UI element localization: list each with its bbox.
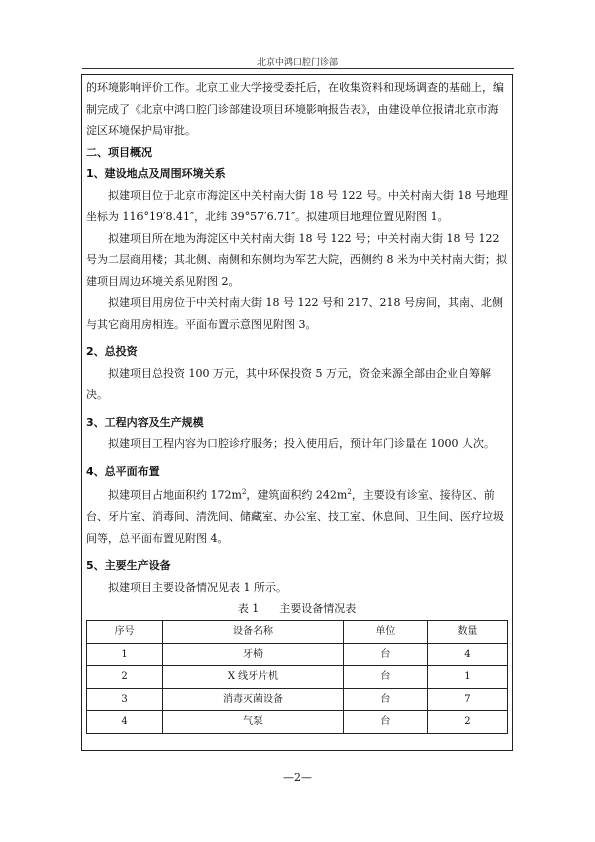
table-cell: X 线牙片机 [163, 666, 344, 689]
table-header-cell: 序号 [87, 621, 163, 644]
table-cell: 2 [427, 711, 507, 734]
table-cell: 3 [87, 688, 163, 711]
subsection-heading-scope: 3、工程内容及生产规模 [86, 415, 204, 429]
table-header-row [87, 621, 508, 644]
subsection-heading-layout: 4、总平面布置 [86, 464, 160, 478]
subsection-heading-location: 1、建设地点及周围环境关系 [86, 167, 226, 180]
layout-text-a: 拟建项目占地面积约 172m [108, 488, 242, 502]
location-paragraph-2: 拟建项目所在地为海淀区中关村南大街 18 号 122 号；中关村南大街 18 号 122 号为二层商用楼；其北侧、南侧和东侧均为军艺大院，西侧约 8 米为中关村南大街；拟建项目周边环境关系见附图 2。 [86, 231, 507, 288]
location-paragraph-1: 拟建项目位于北京市海淀区中关村南大街 18 号 122 号。中关村南大街 18 号地理坐标为 116°19′8.41″，北纬 39°57′6.71″。拟建项目地理位置见附图 1。 [86, 188, 508, 223]
layout-text-c: ，主要设有诊室、接待区、前台、牙片室、消毒间、清洗间、储藏室、办公室、技工室、休息间、卫生间、医疗垃圾间等，总平面布置见附图 4。 [86, 488, 504, 545]
page-number: —2— [283, 771, 312, 784]
table-row [87, 688, 508, 711]
table-cell: 7 [427, 688, 507, 711]
superscript-2: 2 [347, 488, 352, 496]
table-header-cell: 单位 [343, 621, 427, 644]
table-header-cell: 设备名称 [163, 621, 344, 644]
table-header-cell: 数量 [427, 621, 507, 644]
table-row [87, 666, 508, 689]
table-cell: 台 [343, 666, 427, 689]
page-header: 北京中鸿口腔门诊部 [256, 58, 338, 68]
superscript-1: 2 [241, 488, 247, 496]
scope-paragraph: 拟建项目工程内容为口腔诊疗服务；投入使用后，预计年门诊量在 1000 人次。 [108, 437, 495, 450]
subsection-heading-investment: 2、总投资 [86, 345, 138, 358]
table-cell: 台 [343, 643, 427, 666]
intro-paragraph: 的环境影响评价工作。北京工业大学接受委托后，在收集资料和现场调查的基础上，编制完成了《北京中鸿口腔门诊部建设项目环境影响报告表》，由建设单位报请北京市海淀区环境保护局审批。 [86, 81, 504, 137]
table-cell: 2 [87, 666, 163, 689]
equipment-paragraph: 拟建项目主要设备情况见表 1 所示。 [108, 580, 287, 594]
layout-paragraph [86, 482, 508, 549]
table-cell: 牙椅 [163, 643, 344, 666]
table-caption-title: 主要设备情况表 [279, 602, 357, 616]
table-caption [86, 599, 508, 619]
equipment-table [86, 620, 508, 734]
subsection-heading-equipment: 5、主要生产设备 [86, 559, 171, 573]
document-body [86, 77, 508, 734]
header-divider [82, 68, 514, 69]
table-cell: 1 [427, 666, 507, 689]
section-heading: 二、项目概况 [86, 145, 152, 159]
investment-paragraph: 拟建项目总投资 100 万元，其中环保投资 5 万元，资金来源全部由企业自筹解决。 [86, 366, 491, 401]
table-cell: 消毒灭菌设备 [163, 688, 344, 711]
table-row [87, 643, 508, 666]
table-caption-number: 表 1 [237, 602, 260, 616]
table-row [87, 711, 508, 734]
table-cell: 气泵 [163, 711, 344, 734]
table-cell: 4 [87, 711, 163, 734]
table-cell: 台 [343, 711, 427, 734]
location-paragraph-3: 拟建项目用房位于中关村南大街 18 号 122 号和 217、218 号房间，其南、北侧与其它商用房相连。平面布置示意图见附图 3。 [86, 296, 503, 331]
table-cell: 台 [343, 688, 427, 711]
layout-text-b: ，建筑面积约 242m [246, 488, 348, 502]
table-cell: 4 [427, 643, 507, 666]
table-cell: 1 [87, 643, 163, 666]
